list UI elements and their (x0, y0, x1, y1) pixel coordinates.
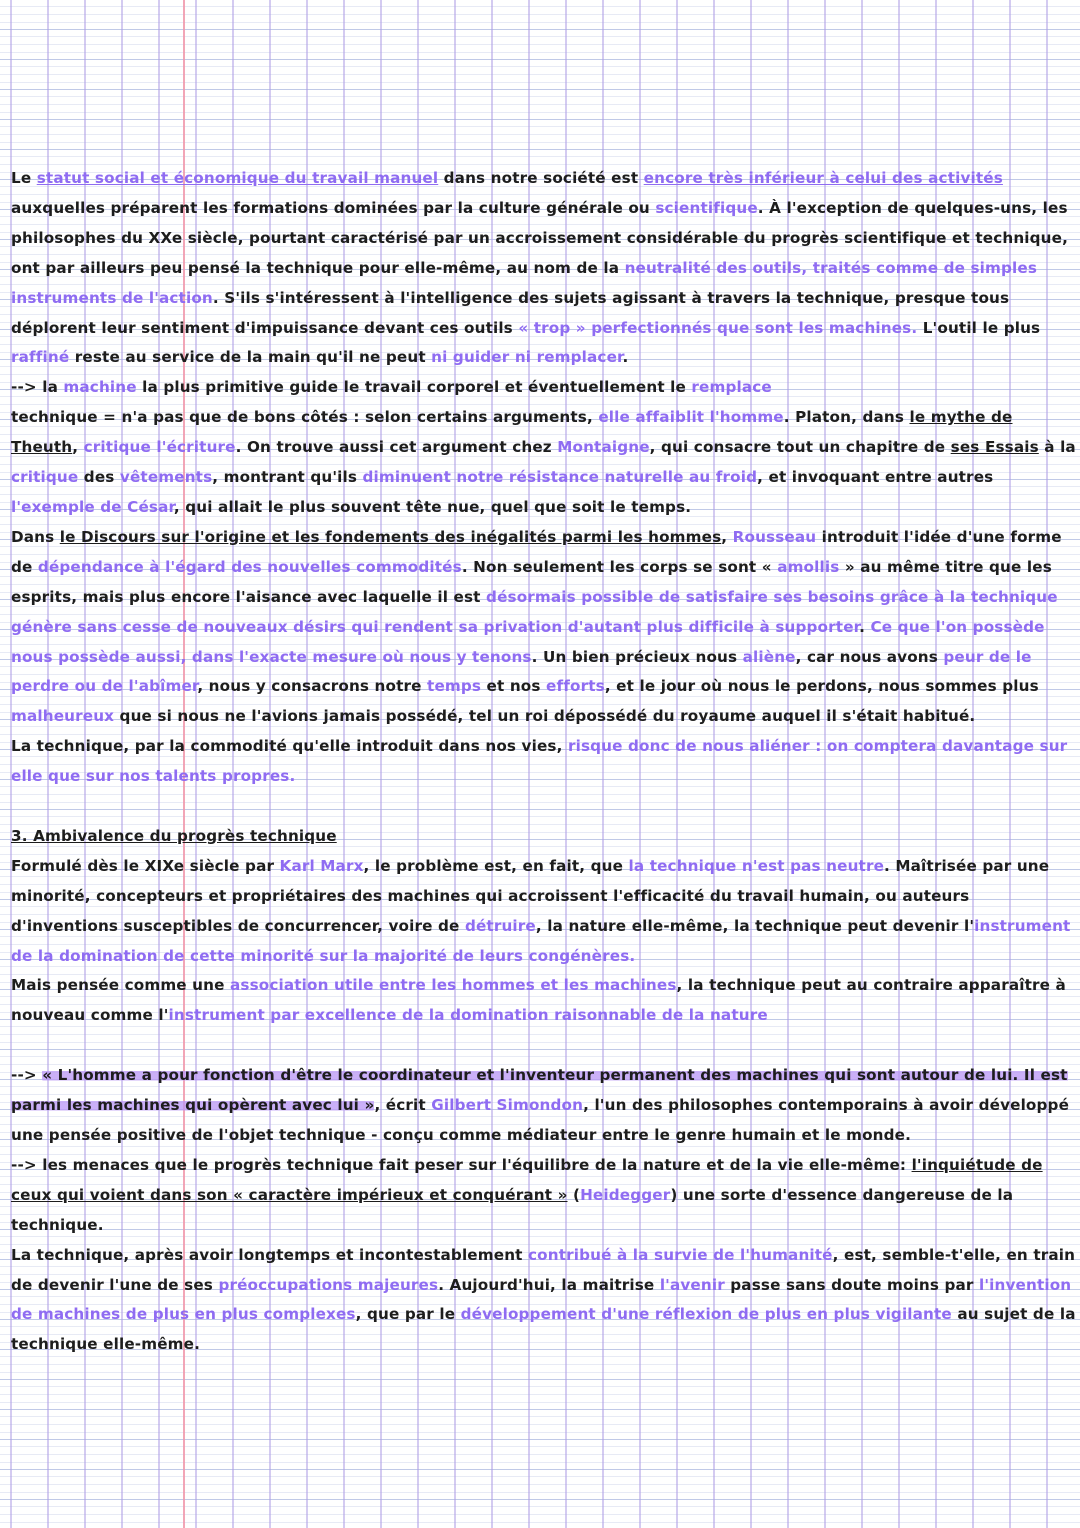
highlight: amollis (777, 557, 840, 576)
text-segment: , que par le (355, 1305, 461, 1324)
paragraph-5 (11, 732, 1077, 792)
text-segment: , montrant qu'ils (212, 468, 363, 487)
highlight: critique (11, 468, 79, 487)
underlined-text: le mythe de Theuth (11, 408, 1013, 457)
paragraph-7 (11, 971, 1077, 1031)
highlight: dépendance à l'égard des nouvelles commodités (37, 557, 462, 576)
text-segment: L'outil le plus (917, 318, 1041, 337)
text-segment: . Maîtrisée par une minorité, concepteurs et propriétaires des machines qui accroissent l'efficacité du travail humain, ou auteurs d'inventions susceptibles de concurrencer, voire de (11, 856, 1050, 935)
highlight: malheureux (11, 707, 115, 726)
text-segment: passe sans doute moins par (724, 1275, 980, 1294)
highlight: elle affaiblit l'homme (598, 408, 784, 427)
text-segment: , car nous avons (795, 647, 944, 666)
text-segment: , la technique peut au contraire apparaître à nouveau comme l' (11, 976, 1066, 1025)
highlight: raffiné (11, 348, 70, 367)
highlight: développement d'une réflexion de plus en plus vigilante (460, 1305, 952, 1324)
highlight: préoccupations majeures (218, 1275, 439, 1294)
blank-line (11, 792, 1077, 822)
text-segment: --> (11, 1066, 43, 1085)
text-segment: --> la (11, 378, 64, 397)
highlight: peur de le perdre ou de l'abîmer (11, 647, 1032, 696)
highlight: ni guider ni remplacer (431, 348, 623, 367)
paragraph-1 (11, 164, 1077, 373)
highlight: l'invention de machines de plus en plus complexes (11, 1275, 1072, 1324)
text-segment: , qui allait le plus souvent tête nue, quel que soit le temps. (173, 497, 692, 516)
highlight: vêtements (119, 468, 213, 487)
text-segment: . (622, 348, 629, 367)
highlight: risque donc de nous aliéner : on comptera davantage sur elle que sur nos talents propres. (11, 737, 1068, 786)
highlight: instrument par excellence de la domination raisonnable de la nature (168, 1006, 768, 1025)
highlight: instrument de la domination de cette minorité sur la majorité de leurs congénères. (11, 916, 1071, 965)
text-segment: . Aujourd'hui, la maitrise (438, 1275, 660, 1294)
handwritten-notes (11, 164, 1077, 1360)
text-segment: . S'ils s'intéressent à l'intelligence des sujets agissant à travers la technique, presque tous déplorent leur sentiment d'impuissance devant ces outils (11, 288, 1010, 337)
highlight: machine (63, 378, 137, 397)
paragraph-4 (11, 523, 1077, 732)
text-segment: » au même titre que les esprits, mais plus encore l'aisance avec laquelle il est (11, 557, 1052, 606)
highlight: désormais possible de satisfaire ses besoins grâce à la technique génère sans cesse de nouveaux désirs qui rendent sa privation d'autant plus difficile à supporter (11, 587, 1058, 636)
text-segment: au sujet de la technique elle-même. (11, 1305, 1076, 1354)
blank-line (11, 1031, 1077, 1061)
highlight: Ce que l'on possède nous possède aussi, dans l'exacte mesure où nous y tenons (11, 617, 1045, 666)
highlight: contribué à la survie de l'humanité (528, 1245, 833, 1264)
text-segment: , le problème est, en fait, que (363, 856, 629, 875)
highlight: scientifique (655, 198, 758, 217)
text-segment: , nous y consacrons notre (197, 677, 428, 696)
underlined-text: le Discours sur l'origine et les fondements des inégalités parmi les hommes (59, 527, 722, 546)
paragraph-8 (11, 1061, 1077, 1151)
highlight: Karl Marx (279, 856, 364, 875)
text-segment: --> les menaces que le progrès technique fait peser sur l'équilibre de la nature et de la vie elle-même: (11, 1155, 912, 1174)
highlight: Heidegger (580, 1185, 671, 1204)
text-segment: , et le jour où nous le perdons, nous sommes plus (604, 677, 1039, 696)
text-segment: Le (11, 169, 37, 187)
highlight: efforts (546, 677, 605, 696)
paragraph-9 (11, 1151, 1077, 1241)
highlight: l'exemple de César (11, 497, 174, 516)
highlight: détruire (464, 916, 536, 935)
text-segment: . On trouve aussi cet argument chez (235, 438, 558, 457)
text-segment: , qui consacre tout un chapitre de (649, 438, 951, 457)
text-segment: la plus primitive guide le travail corporel et éventuellement le (136, 378, 692, 397)
paragraph-2 (11, 373, 1077, 403)
text-segment: Dans (11, 527, 60, 546)
text-segment: , et invoquant entre autres (757, 468, 994, 487)
text-segment: . (859, 617, 871, 636)
text-segment: à la (1038, 438, 1076, 457)
highlight: association utile entre les hommes et les machines (230, 976, 677, 995)
text-segment: . Platon, dans (783, 408, 910, 427)
text-segment: Mais pensée comme une (11, 976, 230, 995)
text-segment: , est, semble-t'elle, en train de devenir l'une de ses (11, 1245, 1076, 1294)
text-segment: introduit l'idée d'une forme de (11, 527, 1062, 576)
text-segment: technique = n'a pas que de bons côtés : selon certains arguments, (11, 408, 599, 427)
text-segment: des (78, 468, 120, 487)
text-segment: , (72, 438, 84, 457)
text-segment: dans notre société est (438, 169, 644, 187)
paragraph-3 (11, 403, 1077, 523)
text-segment: La technique, après avoir longtemps et incontestablement (11, 1245, 528, 1264)
highlight: l'avenir (659, 1275, 725, 1294)
text-segment: La technique, par la commodité qu'elle introduit dans nos vies, (11, 737, 568, 756)
highlight: Gilbert Simondon (431, 1096, 584, 1115)
highlight: temps (427, 677, 482, 696)
highlight: neutralité des outils, traités comme de simples instruments de l'action (11, 258, 1038, 307)
highlight: statut social et économique du travail manuel (36, 169, 439, 187)
text-segment: , la nature elle-même, la technique peut devenir l' (535, 916, 975, 935)
text-segment: ) une sorte d'essence dangereuse de la technique. (11, 1185, 1014, 1234)
text-segment: reste au service de la main qu'il ne peut (69, 348, 432, 367)
text-segment: Formulé dès le XIXe siècle par (11, 856, 280, 875)
text-segment: , écrit (374, 1096, 432, 1115)
underlined-text: l'inquiétude de ceux qui voient dans son « caractère impérieux et conquérant » (11, 1155, 1043, 1204)
highlight: encore très inférieur à celui des activités (643, 169, 1003, 187)
text-segment: , (721, 527, 733, 546)
section-heading (11, 822, 1077, 852)
heading-text: 3. Ambivalence du progrès technique (11, 826, 337, 845)
highlight: remplace (691, 378, 772, 397)
highlight: la technique n'est pas neutre (628, 856, 885, 875)
highlight: Rousseau (732, 527, 817, 546)
paragraph-6 (11, 852, 1077, 972)
text-segment: auxquelles préparent les formations dominées par la culture générale ou (11, 198, 656, 217)
text-segment: et nos (481, 677, 547, 696)
text-segment: . À l'exception de quelques-uns, les philosophes du XXe siècle, pourtant caractérisé par un accroissement considérable du progrès scientifique et technique, ont par ailleurs peu pensé la technique pour elle-même, au nom de la (11, 198, 1068, 277)
text-segment: , l'un des philosophes contemporains à avoir développé une pensée positive de l'objet technique - conçu comme médiateur entre le genre humain et le monde. (11, 1096, 1070, 1144)
paragraph-10 (11, 1241, 1077, 1361)
text-segment: . Non seulement les corps se sont « (461, 557, 778, 576)
highlight: aliène (742, 647, 796, 666)
marker-highlight-quote: « L'homme a pour fonction d'être le coordinateur et l'inventeur permanent des machines qui sont autour de lui. Il est parmi les machines qui opèrent avec lui » (11, 1066, 1068, 1115)
highlight: diminuent notre résistance naturelle au froid (362, 468, 758, 487)
text-segment: ( (567, 1185, 581, 1204)
text-segment: que si nous ne l'avions jamais possédé, tel un roi dépossédé du royaume auquel il s'était habitué. (114, 707, 976, 726)
underlined-text: ses Essais (950, 438, 1039, 457)
highlight: critique l'écriture (83, 438, 236, 457)
text-segment: . Un bien précieux nous (531, 647, 743, 666)
highlight: Montaigne (557, 438, 650, 457)
highlight: « trop » perfectionnés que sont les machines. (518, 318, 918, 337)
